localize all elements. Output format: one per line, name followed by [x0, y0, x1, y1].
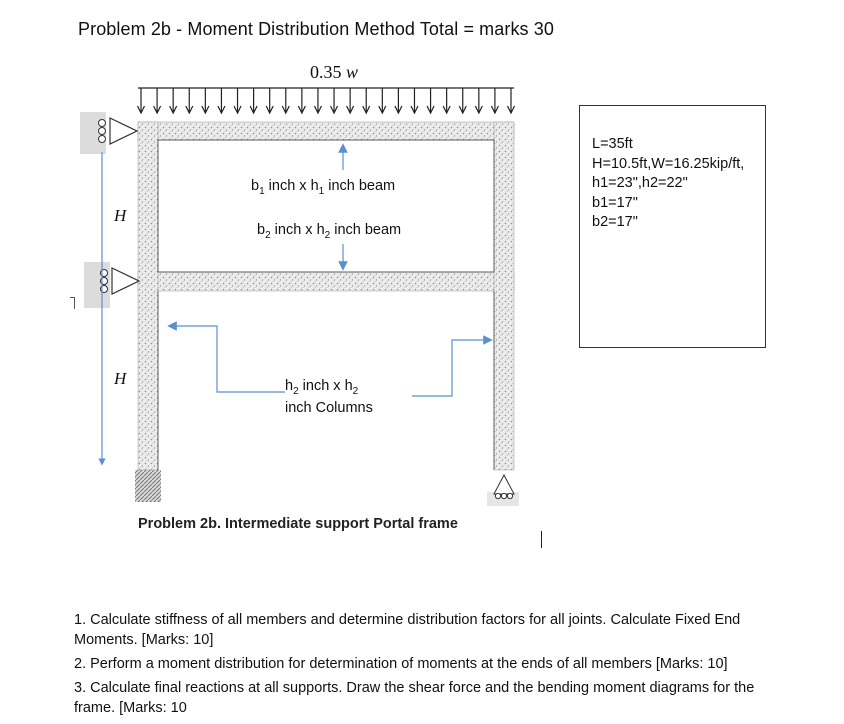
right-column-leader: [412, 340, 488, 396]
data-height-load: H=10.5ft,W=16.25kip/ft,: [592, 155, 745, 172]
margin-tick: [74, 297, 75, 309]
question-1: 1. Calculate stiffness of all members and determine distribution factors for all joints. Calculate Fixed End Moments. [Marks: 10]: [74, 612, 741, 648]
right-column: [494, 122, 514, 470]
fixed-support: [135, 470, 161, 502]
data-b2: b2=17": [592, 214, 638, 230]
load-label: 0.35 w: [310, 62, 359, 82]
left-column: [138, 122, 158, 470]
height-label-top: H: [114, 206, 127, 225]
data-length: L=35ft: [592, 136, 633, 152]
roller-support-top-icon: [80, 112, 137, 154]
data-b1: b1=17": [592, 194, 638, 211]
top-beam-label: $b_1$ inch x $h_1$ inch beam: [251, 178, 396, 197]
middle-beam: [138, 272, 514, 291]
margin-tick-cap: [70, 297, 75, 298]
figure-caption: Problem 2b. Intermediate support Portal frame: [138, 516, 458, 532]
question-2: 2. Perform a moment distribution for determination of moments at the ends of all members [Marks: 10]: [74, 656, 728, 672]
data-h-values: h1=23",h2=22": [592, 175, 688, 191]
height-label-bottom: H: [114, 369, 127, 388]
middle-beam-label: $b_2$ inch x $h_2$ inch beam: [257, 222, 402, 241]
pin-support-icon: [487, 475, 519, 506]
distributed-load-arrows: [138, 88, 515, 113]
text-cursor: [541, 531, 542, 548]
given-data-box: [579, 105, 766, 348]
left-column-leader: [172, 326, 285, 392]
columns-label: $h_2$ inch x $h_2$ inch Columns: [285, 378, 373, 416]
page-title: Problem 2b - Moment Distribution Method Total = marks 30: [78, 19, 554, 39]
roller-support-middle-icon: [84, 262, 139, 308]
top-beam: [138, 122, 514, 140]
question-3: 3. Calculate final reactions at all supports. Draw the shear force and the bending moment diagrams for the frame. [Marks: 10: [74, 680, 755, 716]
questions-list: [74, 610, 774, 722]
